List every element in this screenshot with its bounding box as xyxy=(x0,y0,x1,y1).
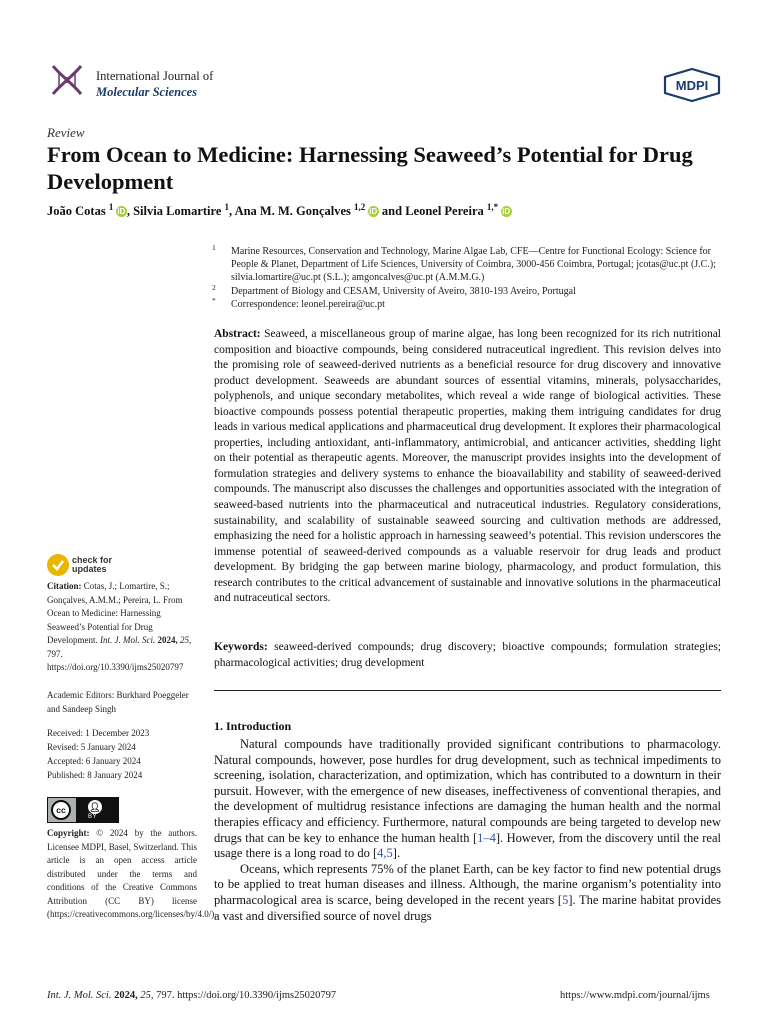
abstract xyxy=(214,327,721,607)
author-name[interactable]: Ana M. M. Gonçalves xyxy=(234,204,355,219)
reference-link[interactable]: 5 xyxy=(562,892,569,907)
article-type: Review xyxy=(47,125,85,140)
citation-label: Citation: xyxy=(47,581,82,591)
footer-citation xyxy=(47,990,336,1001)
published-date: Published: 8 January 2024 xyxy=(47,770,143,780)
author-affiliation-marker: 1 xyxy=(224,202,230,212)
section-heading: 1. Introduction xyxy=(214,719,292,733)
reference-link[interactable]: 4,5 xyxy=(377,846,393,861)
mdpi-logo[interactable] xyxy=(663,68,721,102)
author-name[interactable]: João Cotas xyxy=(47,204,109,219)
introduction-body xyxy=(214,737,721,924)
keywords xyxy=(214,640,721,671)
paragraph-text: Natural compounds have traditionally provided significant contributions to pharmacology. Natural compounds, however, pose hurdles for drug development, such as technical impediments to screening, isolation, characterization, and optimization, which has contributed to a downturn in their pursuit. However, with the emergence of new diseases, ineffectiveness of conventional therapies, and the development of multidrug resistance infections are damaging the human health and the normal therapies efficacy and efficiency. Furthermore, natural compounds are being targeted to develop new drugs that can be key to enhance the human health [ xyxy=(214,737,721,845)
paragraph-text: ]. The marine habitat provides a vast and diversified source of novel drugs xyxy=(214,892,722,923)
affiliation-marker: 1 xyxy=(212,243,216,252)
section-divider xyxy=(214,690,721,691)
affiliation-text: Marine Resources, Conservation and Technology, Marine Algae Lab, CFE—Centre for Functional Ecology: Science for People & Planet, Department of Life Sciences, University of Coimbra, 3000-456 Coimbra, Portugal; jcotas@uc.pt (J.C.); silvia.lomartire@uc.pt (S.L.); amgoncalves@uc.pt (A.M.M.G.) xyxy=(231,246,716,283)
copyright-text: © 2024 by the authors. Licensee MDPI, Basel, Switzerland. This article is an open access article distributed under the terms and conditions of the Creative Commons Attribution (CC BY) license (https://creativecommons.org/licenses/by/4.0/). xyxy=(47,828,217,919)
author-affiliation-marker: 1,* xyxy=(486,202,499,212)
accepted-date: Accepted: 6 January 2024 xyxy=(47,756,141,766)
keywords-text: seaweed-derived compounds; drug discovery; bioactive compounds; formulation strategies; pharmacological activities; drug development xyxy=(214,641,722,669)
reference-link[interactable]: 1–4 xyxy=(477,830,496,845)
check-for-updates-line1: check for xyxy=(72,555,113,565)
check-for-updates-line2: updates xyxy=(72,564,107,574)
copyright-label: Copyright: xyxy=(47,828,90,838)
cc-icon: cc xyxy=(51,800,71,820)
author-separator: and xyxy=(378,204,406,219)
correspondence xyxy=(214,298,724,311)
keywords-label: Keywords: xyxy=(214,641,268,653)
affiliation-text: Department of Biology and CESAM, University of Aveiro, 3810-193 Aveiro, Portugal xyxy=(231,286,576,297)
check-for-updates-button[interactable] xyxy=(72,556,112,574)
paragraph-text: ]. However, from the discovery until the real usage there is a long road to do [ xyxy=(214,830,721,861)
orcid-icon[interactable]: iD xyxy=(369,207,378,217)
correspondence-text: Correspondence: leonel.pereira@uc.pt xyxy=(231,299,385,310)
dna-helix-icon xyxy=(47,60,87,100)
citation-doi-link[interactable]: 797. https://doi.org/10.3390/ijms25020797 xyxy=(47,648,184,672)
paragraph-text: ]. xyxy=(392,846,401,861)
author-list xyxy=(47,202,512,219)
citation-volume: 25, xyxy=(180,635,192,645)
received-date: Received: 1 December 2023 xyxy=(47,728,150,738)
journal-name-line1: International Journal of xyxy=(96,69,214,83)
affiliation-1 xyxy=(214,245,724,284)
author-name[interactable]: Leonel Pereira xyxy=(405,204,487,219)
by-label: BY xyxy=(88,814,98,820)
footer-journal-url[interactable]: https://www.mdpi.com/journal/ijms xyxy=(560,990,710,1001)
copyright-block xyxy=(47,827,217,922)
abstract-text: Seaweed, a miscellaneous group of marine algae, has long been recognized for its rich nutritional composition and bioactive compounds, being considered nutraceutical ingredient. This revision delves into the promising role of seaweed-derived nutrients as a beneficial resource for drug discovery and innovative product development. Seaweeds are abundant sources of essential vitamins, minerals, polysaccharides, polyphenols, and unique secondary metabolites, which reveal a wide range of biological activities. These bioactive compounds possess potential therapeutic properties, making them intriguing candidates for drug leads in various medical applications and pharmaceutical drug development. It explores their pharmacological properties, including antioxidant, anti-inflammatory, antimicrobial, and anticancer activities, shedding light on their potential as therapeutic agents. Moreover, the manuscript provides insights into the development of formulation strategies and delivery systems to enhance the bioavailability and stability of seaweed-derived compounds. The manuscript also discusses the challenges and opportunities associated with the integration of seaweed-based nutrients into the pharmaceutical and nutraceutical industries. Regulatory considerations, sustainability, and scalability of sustainable seaweed sourcing and cultivation methods are addressed, emphasizing the need for a holistic approach in harnessing seaweed’s potential. This revision underscores the immense potential of seaweed-derived compounds as a valuable reservoir for drug leads and product development. By bridging the gap between marine biology, pharmacology, and product formulation, this research contributes to the critical advancement of sustainable and innovative solutions in the pharmaceutical and nutraceutical sectors. xyxy=(214,328,722,605)
journal-name xyxy=(96,68,213,100)
check-for-updates-icon[interactable] xyxy=(47,554,69,576)
author-affiliation-marker: 1,2 xyxy=(354,202,366,212)
citation-year: 2024, xyxy=(157,635,178,645)
affiliation-marker: 2 xyxy=(212,283,216,292)
affiliation-2 xyxy=(214,285,724,298)
attribution-person-icon: 👤︎ xyxy=(89,802,101,812)
footer-year: 2024, xyxy=(114,990,138,1001)
journal-name-line2: Molecular Sciences xyxy=(96,85,198,99)
abstract-label: Abstract: xyxy=(214,328,261,340)
paragraph xyxy=(214,737,721,862)
article-title: From Ocean to Medicine: Harnessing Seaweed’s Potential for Drug Development xyxy=(47,142,693,194)
footer-journal: Int. J. Mol. Sci. xyxy=(47,990,112,1001)
citation-block xyxy=(47,580,197,675)
footer-doi-link[interactable]: 797. https://doi.org/10.3390/ijms25020797 xyxy=(156,990,337,1001)
orcid-icon[interactable]: iD xyxy=(117,207,126,217)
revised-date: Revised: 5 January 2024 xyxy=(47,742,136,752)
cc-by-license-icon[interactable] xyxy=(47,797,119,823)
mdpi-logo-text: MDPI xyxy=(675,78,709,93)
footer-volume: 25, xyxy=(140,990,154,1001)
author-affiliation-marker: 1 xyxy=(108,202,114,212)
paragraph xyxy=(214,862,721,924)
author-separator: , xyxy=(229,204,235,219)
paragraph-text: Oceans, which represents 75% of the planet Earth, can be key factor to find new potential drugs to be applied to treat human diseases and illness. Although, the marine organism’s potentiality into pharmacological area is scarce, being developed in the recent years [ xyxy=(214,861,721,907)
academic-editors: Academic Editors: Burkhard Poeggeler and Sandeep Singh xyxy=(47,690,189,714)
affiliation-marker: * xyxy=(212,296,216,305)
author-name[interactable]: Silvia Lomartire xyxy=(133,204,225,219)
citation-text: Cotas, J.; Lomartire, S.; Gonçalves, A.M.M.; Pereira, L. From Ocean to Medicine: Harnessing Seaweed’s Potential for Drug Development. xyxy=(47,581,183,645)
orcid-icon[interactable]: iD xyxy=(502,207,511,217)
author-separator: , xyxy=(126,204,134,219)
citation-journal: Int. J. Mol. Sci. xyxy=(100,635,156,645)
